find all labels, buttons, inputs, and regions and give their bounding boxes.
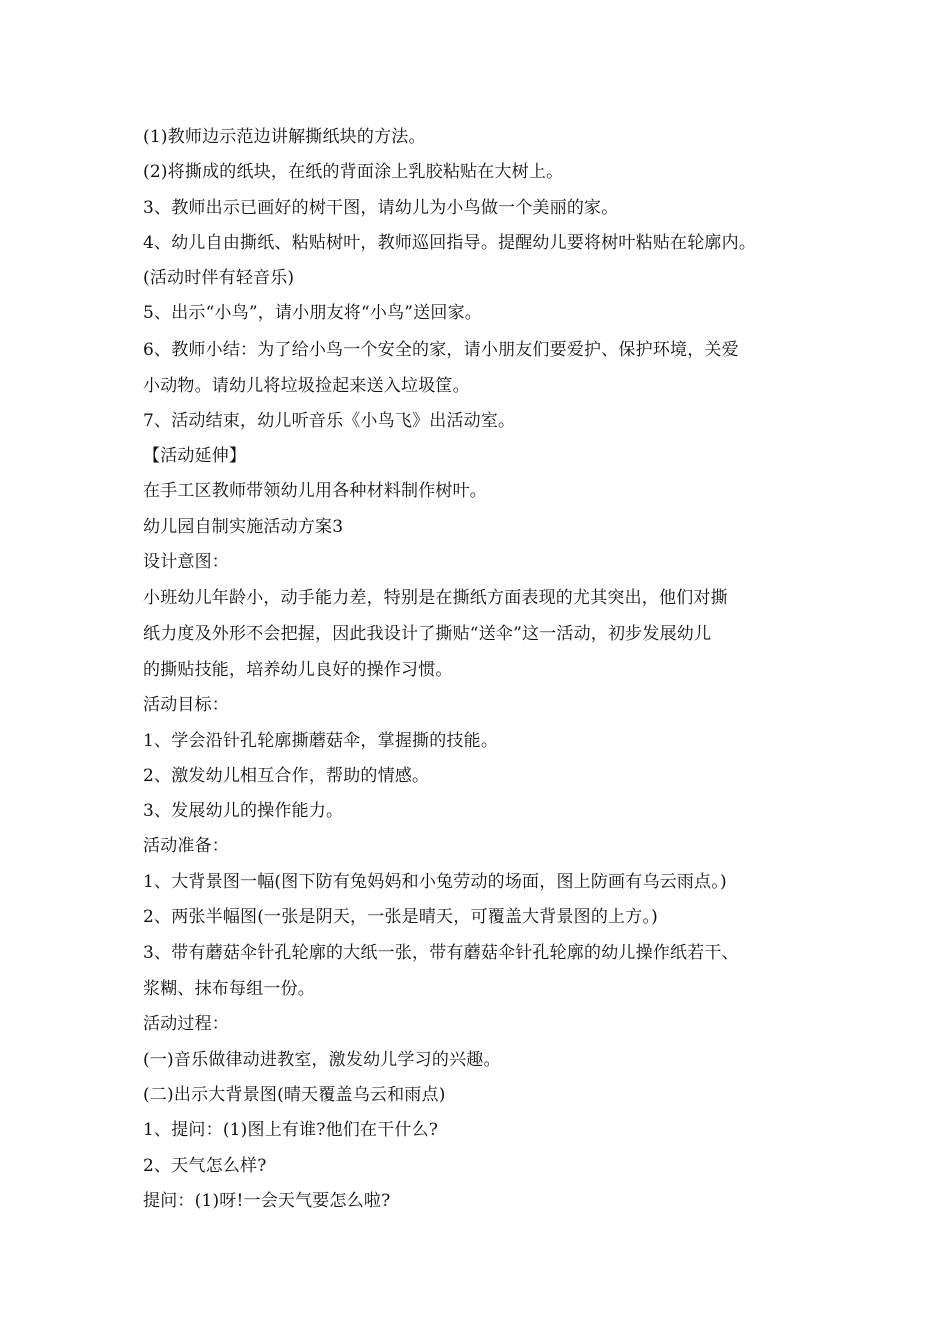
- list-item: 3、发展幼儿的操作能力。: [143, 801, 344, 822]
- document-body: [143, 120, 823, 1219]
- list-item: 2、两张半幅图(一张是阴天，一张是晴天，可覆盖大背景图的上方。): [143, 907, 658, 928]
- paragraph-line: 在手工区教师带领幼儿用各种材料制作树叶。: [143, 481, 487, 502]
- section-heading: 设计意图：: [143, 551, 229, 572]
- paragraph-line: 6、教师小结：为了给小鸟一个安全的家，请小朋友们要爱护、保护环境，关爱: [143, 339, 739, 360]
- paragraph-line: (2)将撕成的纸块，在纸的背面涂上乳胶粘贴在大树上。: [143, 162, 564, 183]
- paragraph-line: 4、幼儿自由撕纸、粘贴树叶，教师巡回指导。提醒幼儿要将树叶粘贴在轮廓内。: [143, 232, 757, 253]
- paragraph-line: 小动物。请幼儿将垃圾捡起来送入垃圾筐。: [143, 375, 470, 396]
- paragraph-line: (活动时伴有轻音乐): [143, 268, 295, 289]
- paragraph-line: 小班幼儿年龄小，动手能力差，特别是在撕纸方面表现的尤其突出，他们对撕: [143, 588, 728, 609]
- list-item: 1、学会沿针孔轮廓撕蘑菇伞，掌握撕的技能。: [143, 730, 499, 751]
- paragraph-line: (1)教师边示范边讲解撕纸块的方法。: [143, 127, 426, 147]
- section-heading: 活动准备：: [143, 836, 229, 857]
- section-heading: 【活动延伸】: [143, 446, 247, 467]
- document-title: 幼儿园自制实施活动方案3: [143, 516, 344, 537]
- paragraph-line: 7、活动结束，幼儿听音乐《小鸟飞》出活动室。: [143, 410, 516, 431]
- paragraph-line: 5、出示“小鸟”，请小朋友将“小鸟”送回家。: [143, 303, 482, 324]
- list-item: 2、激发幼儿相互合作，帮助的情感。: [143, 765, 430, 786]
- paragraph-line: (二)出示大背景图(晴天覆盖乌云和雨点): [143, 1084, 446, 1105]
- paragraph-line: 3、教师出示已画好的树干图，请幼儿为小鸟做一个美丽的家。: [143, 197, 619, 218]
- paragraph-line: 纸力度及外形不会把握，因此我设计了撕贴“送伞”这一活动，初步发展幼儿: [143, 624, 712, 645]
- list-item: 2、天气怎么样?: [143, 1155, 267, 1176]
- section-heading: 活动过程：: [143, 1014, 229, 1035]
- paragraph-line: (一)音乐做律动进教室，激发幼儿学习的兴趣。: [143, 1049, 501, 1070]
- list-item: 浆糊、抹布每组一份。: [143, 979, 315, 1000]
- section-heading: 活动目标：: [143, 695, 229, 716]
- paragraph-line: 提问：(1)呀!一会天气要怎么啦?: [143, 1190, 391, 1211]
- list-item: 1、大背景图一幅(图下防有兔妈妈和小兔劳动的场面，图上防画有乌云雨点。): [143, 871, 727, 892]
- list-item: 3、带有蘑菇伞针孔轮廓的大纸一张，带有蘑菇伞针孔轮廓的幼儿操作纸若干、: [143, 943, 739, 964]
- paragraph-line: 的撕贴技能，培养幼儿良好的操作习惯。: [143, 660, 453, 681]
- list-item: 1、提问：(1)图上有谁?他们在干什么?: [143, 1120, 439, 1141]
